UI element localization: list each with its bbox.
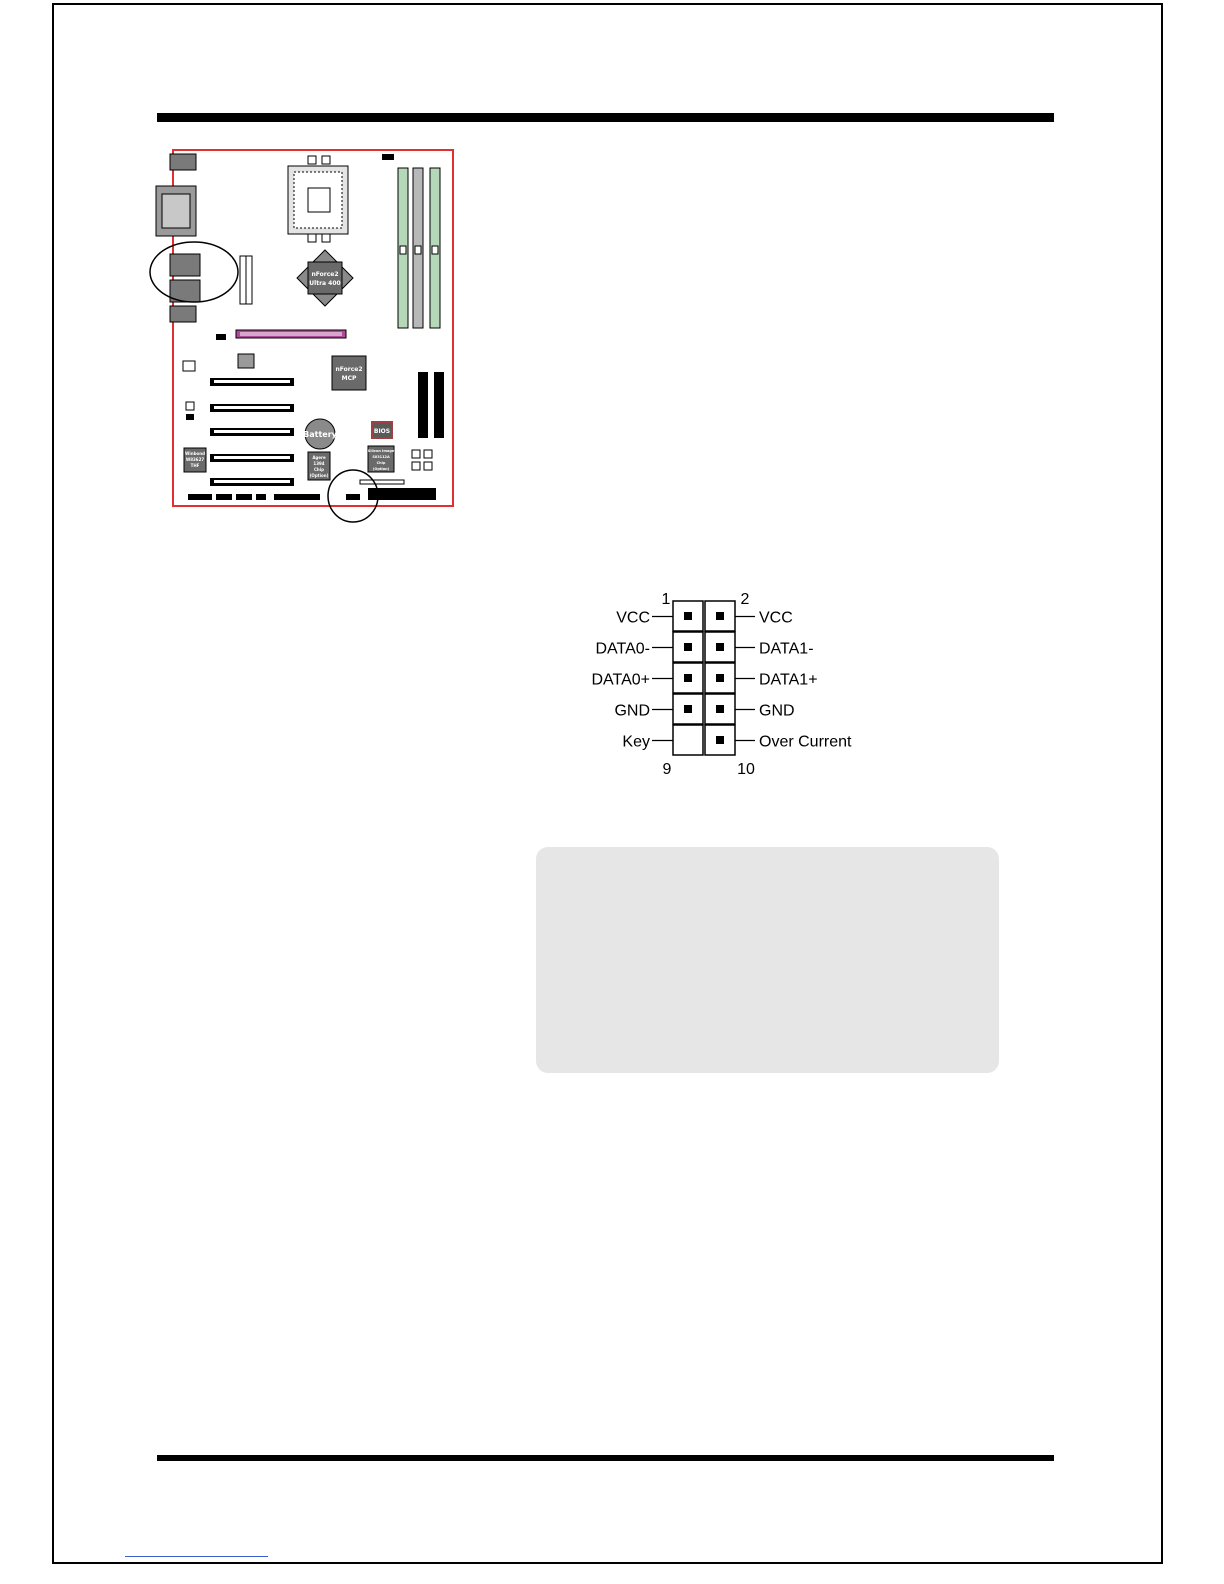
svg-text:(Option): (Option) [309,473,329,478]
south-bridge-label-2: MCP [341,375,357,382]
pin-label-right-2: DATA1+ [759,671,818,689]
agere-1394-chip [308,452,330,480]
usb-header-pinout [570,585,890,785]
svg-text:Silicon Image: Silicon Image [367,449,395,453]
pin-left-1 [684,643,692,651]
pin-box-left-4 [673,725,703,755]
motherboard-diagram [148,146,463,526]
svg-text:(Option): (Option) [372,467,390,471]
note-box [536,847,999,1073]
pin-label-right-0: VCC [759,609,793,627]
pin-right-1 [716,643,724,651]
battery-label: Battery [303,430,337,439]
lan-usb-port-1 [170,254,200,276]
ps2-port [170,154,196,170]
audio-port [170,306,196,322]
header-rule [157,113,1054,122]
svg-text:Sil3112A: Sil3112A [372,455,390,459]
front-usb-header [346,494,360,500]
pin-label-left-3: GND [614,702,650,720]
pin-right-3 [716,705,724,713]
pin-label-left-4: Key [622,733,650,751]
pin-number-9: 9 [662,761,672,778]
pin-number-10: 10 [737,761,755,778]
pin-right-2 [716,674,724,682]
bios-chip [372,422,392,438]
svg-text:Chip: Chip [313,467,325,472]
footer-rule [157,1455,1054,1461]
svg-text:W83627: W83627 [185,457,205,462]
raid-chip [368,446,395,472]
winbond-chip [184,448,206,472]
pin-number-1: 1 [661,591,671,608]
ide-connector-2 [434,372,444,438]
north-bridge-label-1: nForce2 [311,271,339,278]
south-bridge-label-1: nForce2 [335,366,363,373]
pin-right-0 [716,612,724,620]
pin-label-left-0: VCC [616,609,650,627]
pin-label-right-4: Over Current [759,733,852,751]
pin-right-4 [716,736,724,744]
pin-label-left-2: DATA0+ [591,671,650,689]
pin-number-2: 2 [740,591,750,608]
svg-text:THF: THF [190,463,200,468]
svg-text:Agere: Agere [312,455,326,460]
pin-left-2 [684,674,692,682]
footer-link-underline [125,1556,268,1557]
svg-text:Chip: Chip [376,461,386,465]
pin-label-left-1: DATA0- [595,640,650,658]
pin-label-right-1: DATA1- [759,640,814,658]
pin-label-right-3: GND [759,702,795,720]
north-bridge-label-2: Ultra 400 [309,280,341,287]
bios-label: BIOS [373,428,391,435]
svg-text:1394: 1394 [313,461,325,466]
svg-text:Winbond: Winbond [185,451,205,456]
pin-left-0 [684,612,692,620]
pin-left-3 [684,705,692,713]
ide-connector-1 [418,372,428,438]
south-bridge-chip [332,356,366,390]
